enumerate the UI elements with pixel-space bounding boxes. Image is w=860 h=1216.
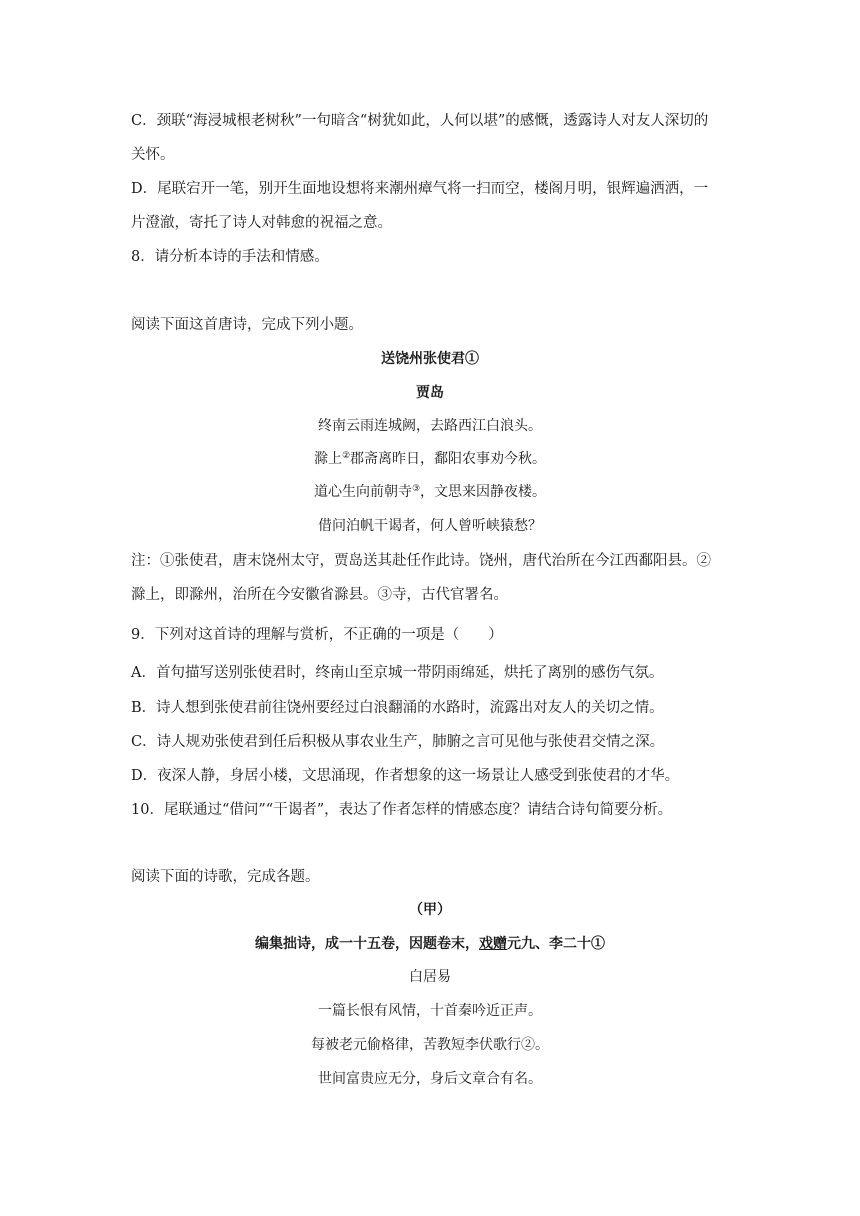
note-line-1: 注：①张使君，唐末饶州太守，贾岛送其赴任作此诗。饶州，唐代治所在今江西鄱阳县。② [131,553,711,569]
section-2-intro: 阅读下面这首唐诗，完成下列小题。 [131,317,363,333]
option-d: D．夜深人静，身居小楼，文思涌现，作者想象的这一场景让人感受到张使君的才华。 [131,768,680,784]
poem-2-author: 白居易 [409,969,451,985]
poem-line-4: 借问泊帆干谒者，何人曾听峡猿愁？ [318,518,542,534]
poem-line-2: 滁上②郡斋离昨日，鄱阳农事劝今秋。 [313,451,547,467]
question-10: 10．尾联通过“借问”“干谒者”，表达了作者怎样的情感态度？请结合诗句简要分析。 [131,802,673,818]
footnote-marker-2: ② [341,451,351,461]
question-8: 8．请分析本诗的手法和情感。 [131,249,329,265]
question-9: 9．下列对这首诗的理解与赏析，不正确的一项是（ ） [131,627,503,643]
footnote-marker-3: ③ [411,484,421,494]
poem-line-1: 终南云雨连城阙，去路西江白浪头。 [318,418,542,434]
poem-line-3: 道心生向前朝寺③，文思来因静夜楼。 [313,484,547,500]
part-label: （甲） [409,902,451,918]
option-d-line-1: D．尾联宕开一笔，别开生面地设想将来潮州瘴气将一扫而空，楼阁月明，银辉遍洒洒，一 [131,181,709,197]
poem-2-line-3: 世间富贵应无分，身后文章合有名。 [318,1071,542,1087]
option-c-line-2: 关怀。 [131,147,175,163]
option-c: C．诗人规劝张使君到任后积极从事农业生产，肺腑之言可见他与张使君交情之深。 [131,734,665,750]
section-3-intro: 阅读下面的诗歌，完成各题。 [131,869,320,885]
option-a: A．首句描写送别张使君时，终南山至京城一带阴雨绵延，烘托了离别的感伤气氛。 [131,665,664,681]
option-c-line-1: C．颈联“海浸城根老树秋”一句暗含“树犹如此，人何以堪”的感慨，透露诗人对友人深切的 [131,113,709,129]
option-b: B．诗人想到张使君前往饶州要经过白浪翻涌的水路时，流露出对友人的关切之情。 [131,700,664,716]
poem-2-line-1: 一篇长恨有风情，十首秦吟近正声。 [318,1003,542,1019]
poem-author: 贾岛 [416,385,444,401]
poem-2-line-2: 每被老元偷格律，苦教短李伏歌行②。 [311,1037,549,1053]
poem-2-title: 编集拙诗，成一十五卷，因题卷末，戏赠元九、李二十① [255,936,605,952]
option-d-line-2: 片澄澈，寄托了诗人对韩愈的祝福之意。 [131,215,392,231]
poem-title: 送饶州张使君① [381,351,479,367]
note-line-2: 滁上，即滁州，治所在今安徽省滁县。③寺，古代官署名。 [131,587,508,603]
